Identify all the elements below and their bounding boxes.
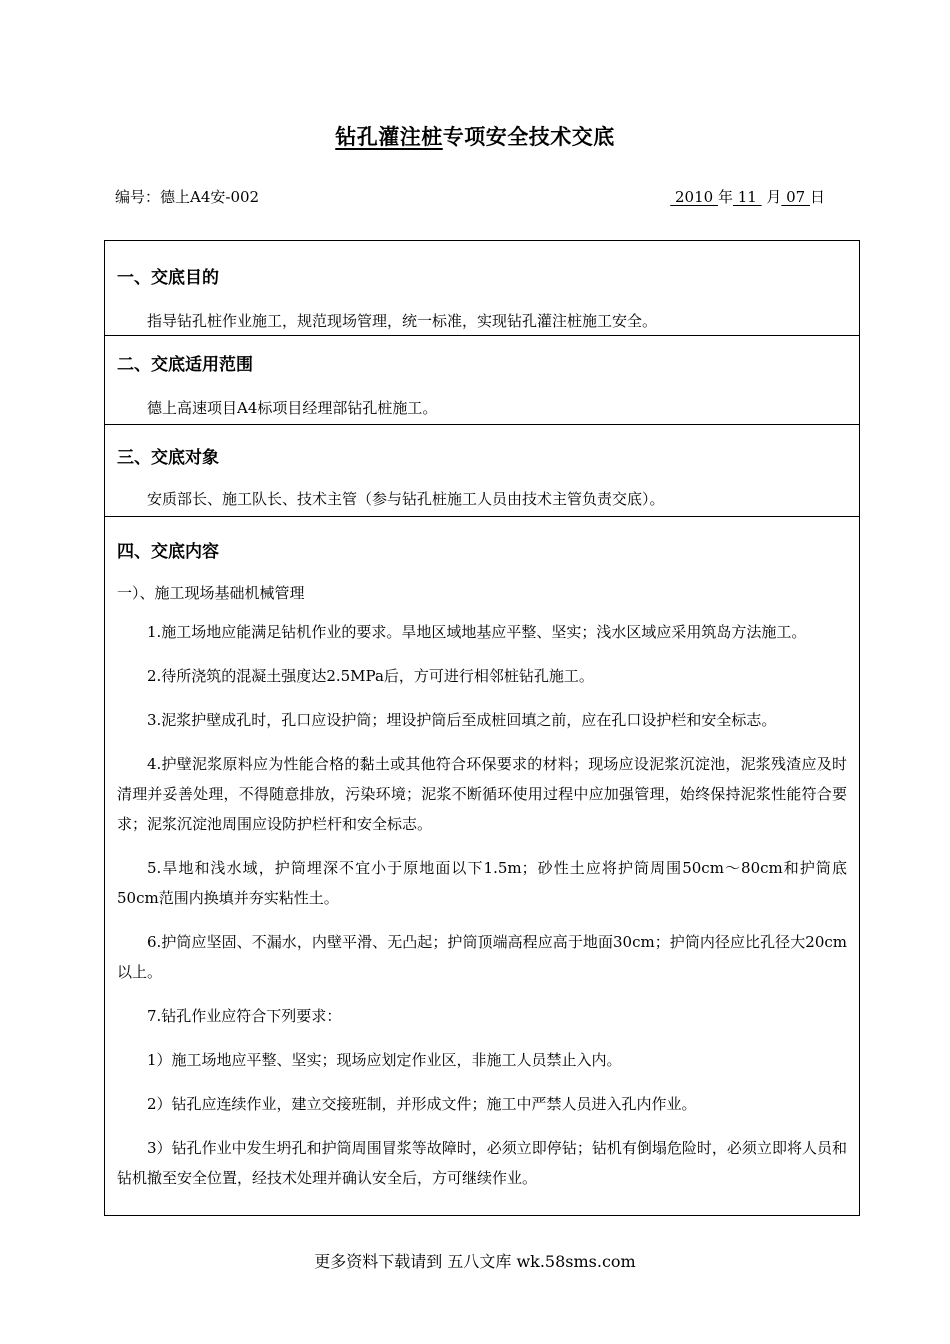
number-value: 德上A4安-002	[160, 188, 260, 206]
section-text: 指导钻孔桩作业施工，规范现场管理，统一标准，实现钻孔灌注桩施工安全。	[147, 312, 658, 330]
section-content	[105, 517, 859, 1193]
list-item: 5.旱地和浅水域，护筒埋深不宜小于原地面以下1.5m；砂性土应将护筒周围50cm～80cm和护筒底50cm范围内换填并夯实粘性土。	[117, 859, 847, 907]
list-item: 7.钻孔作业应符合下列要求：	[147, 1007, 342, 1025]
section-heading: 四、交底内容	[117, 542, 219, 562]
date-year: 2010	[670, 188, 718, 206]
document-title	[0, 121, 950, 151]
list-item: 3.泥浆护壁成孔时，孔口应设护筒；埋设护筒后至成桩回填之前，应在孔口设护栏和安全标志。	[147, 711, 777, 729]
section-heading: 三、交底对象	[117, 448, 219, 468]
footer-link-text[interactable]: 更多资料下载请到 五八文库 wk.58sms.com	[314, 1252, 636, 1271]
section-scope	[105, 336, 859, 425]
document-meta	[115, 186, 825, 207]
date-month-label: 月	[761, 188, 782, 206]
list-item: 2）钻孔应连续作业，建立交接班制，并形成文件；施工中严禁人员进入孔内作业。	[147, 1095, 697, 1113]
date-month: 11	[732, 188, 762, 206]
list-item: 3）钻孔作业中发生坍孔和护筒周围冒浆等故障时，必须立即停钻；钻机有倒塌危险时，必须立即将人员和钻机撤至安全位置，经技术处理并确认安全后，方可继续作业。	[117, 1139, 847, 1187]
section-text: 安质部长、施工队长、技术主管（参与钻孔桩施工人员由技术主管负责交底）。	[147, 490, 665, 508]
section-heading: 二、交底适用范围	[117, 355, 253, 375]
number-label: 编号：	[115, 188, 161, 206]
date-day: 07	[781, 188, 810, 206]
list-item: 4.护壁泥浆原料应为性能合格的黏土或其他符合环保要求的材料；现场应设泥浆沉淀池，泥浆残渣应及时清理并妥善处理，不得随意排放，污染环境；泥浆不断循环使用过程中应加强管理，始终保持泥浆性能符合要求；泥浆沉淀池周围应设防护栏杆和安全标志。	[117, 755, 847, 833]
document-date	[670, 186, 825, 207]
list-item: 1.施工场地应能满足钻机作业的要求。旱地区域地基应平整、坚实；浅水区域应采用筑岛方法施工。	[147, 623, 807, 641]
subsection-heading: 一）、施工现场基础机械管理	[117, 584, 305, 602]
section-heading: 一、交底目的	[117, 268, 219, 288]
title-underlined: 钻孔灌注桩	[335, 124, 443, 149]
list-item: 2.待所浇筑的混凝土强度达2.5MPa后，方可进行相邻桩钻孔施工。	[147, 667, 594, 685]
date-year-label: 年	[717, 188, 733, 206]
list-item: 6.护筒应坚固、不漏水，内壁平滑、无凸起；护筒顶端高程应高于地面30cm；护筒内径应比孔径大20cm以上。	[117, 933, 847, 981]
list-item: 1）施工场地应平整、坚实；现场应划定作业区，非施工人员禁止入内。	[147, 1051, 622, 1069]
document-number	[115, 186, 259, 207]
section-purpose	[105, 241, 859, 336]
date-day-label: 日	[809, 188, 825, 206]
title-rest: 专项安全技术交底	[442, 124, 615, 149]
section-audience	[105, 425, 859, 517]
section-text: 德上高速项目A4标项目经理部钻孔桩施工。	[147, 399, 438, 417]
briefing-table	[104, 240, 860, 1216]
